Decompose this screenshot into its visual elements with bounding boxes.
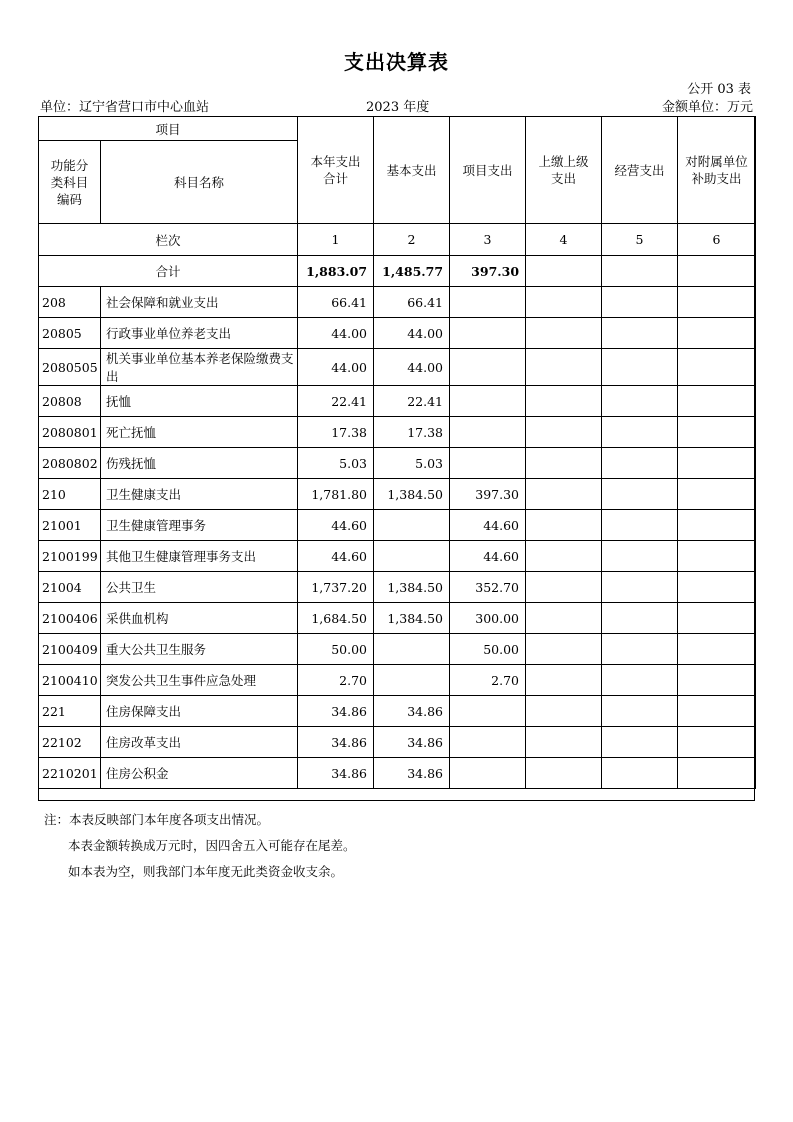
meta-bar	[40, 96, 753, 114]
row-upper	[526, 758, 602, 789]
row-upper	[526, 386, 602, 417]
row-code: 2100199	[39, 541, 101, 572]
row-project: 50.00	[450, 634, 526, 665]
row-project: 44.60	[450, 510, 526, 541]
row-upper	[526, 479, 602, 510]
row-name: 住房公积金	[101, 758, 298, 789]
row-upper	[526, 349, 602, 386]
row-basic: 17.38	[374, 417, 450, 448]
row-project	[450, 758, 526, 789]
header-business: 经营支出	[602, 117, 678, 224]
table-row	[39, 479, 756, 510]
total-label: 合计	[39, 256, 298, 287]
row-code: 20808	[39, 386, 101, 417]
row-business	[602, 696, 678, 727]
row-subsidy	[678, 603, 756, 634]
row-business	[602, 386, 678, 417]
row-upper	[526, 603, 602, 634]
page-title: 支出决算表	[344, 50, 449, 74]
index-col: 4	[526, 224, 602, 256]
row-project	[450, 349, 526, 386]
row-project	[450, 727, 526, 758]
row-subsidy	[678, 510, 756, 541]
row-upper	[526, 541, 602, 572]
table-row	[39, 417, 756, 448]
row-code: 21001	[39, 510, 101, 541]
empty-cell	[602, 256, 678, 287]
row-basic: 1,384.50	[374, 572, 450, 603]
row-upper	[526, 287, 602, 318]
row-basic: 44.00	[374, 318, 450, 349]
row-project	[450, 287, 526, 318]
row-basic: 34.86	[374, 696, 450, 727]
row-business	[602, 727, 678, 758]
row-business	[602, 603, 678, 634]
table-row	[39, 727, 756, 758]
note-line: 如本表为空，则我部门本年度无此类资金收支余。	[68, 864, 344, 879]
index-label: 栏次	[39, 224, 298, 256]
row-name: 公共卫生	[101, 572, 298, 603]
table-row	[39, 541, 756, 572]
row-project: 2.70	[450, 665, 526, 696]
row-business	[602, 287, 678, 318]
row-project: 397.30	[450, 479, 526, 510]
table-row	[39, 386, 756, 417]
unit-label: 单位：辽宁省营口市中心血站	[40, 100, 210, 115]
year-label: 2023 年度	[366, 100, 430, 115]
row-upper	[526, 417, 602, 448]
total-project: 397.30	[450, 256, 526, 287]
table-row	[39, 318, 756, 349]
row-total: 1,684.50	[298, 603, 374, 634]
row-subsidy	[678, 448, 756, 479]
row-total: 66.41	[298, 287, 374, 318]
row-business	[602, 665, 678, 696]
row-business	[602, 572, 678, 603]
row-upper	[526, 572, 602, 603]
row-basic	[374, 665, 450, 696]
row-code: 2100409	[39, 634, 101, 665]
row-project	[450, 386, 526, 417]
table-row	[39, 510, 756, 541]
header-name: 科目名称	[101, 141, 298, 224]
row-total: 34.86	[298, 758, 374, 789]
row-business	[602, 417, 678, 448]
row-basic	[374, 510, 450, 541]
row-subsidy	[678, 386, 756, 417]
index-col: 2	[374, 224, 450, 256]
index-col: 5	[602, 224, 678, 256]
row-subsidy	[678, 634, 756, 665]
row-code: 20805	[39, 318, 101, 349]
row-total: 44.00	[298, 318, 374, 349]
row-code: 22102	[39, 727, 101, 758]
row-name: 采供血机构	[101, 603, 298, 634]
row-code: 2080802	[39, 448, 101, 479]
note-line: 本表金额转换成万元时，因四舍五入可能存在尾差。	[68, 838, 356, 853]
row-business	[602, 479, 678, 510]
table-row	[39, 634, 756, 665]
row-subsidy	[678, 287, 756, 318]
table-row	[39, 603, 756, 634]
row-basic: 1,384.50	[374, 603, 450, 634]
row-business	[602, 510, 678, 541]
row-subsidy	[678, 727, 756, 758]
table-row	[39, 758, 756, 789]
table-row	[39, 696, 756, 727]
row-name: 卫生健康管理事务	[101, 510, 298, 541]
row-business	[602, 448, 678, 479]
empty-cell	[526, 256, 602, 287]
row-code: 2080505	[39, 349, 101, 386]
row-code: 21004	[39, 572, 101, 603]
row-upper	[526, 318, 602, 349]
row-basic: 5.03	[374, 448, 450, 479]
note-line: 注：本表反映部门本年度各项支出情况。	[44, 812, 270, 827]
row-subsidy	[678, 541, 756, 572]
table-row	[39, 349, 756, 386]
row-business	[602, 349, 678, 386]
money-unit-label: 金额单位：万元	[661, 100, 753, 115]
form-number: 公开 03 表	[687, 82, 751, 97]
row-project	[450, 318, 526, 349]
row-total: 17.38	[298, 417, 374, 448]
row-total: 1,781.80	[298, 479, 374, 510]
row-project	[450, 448, 526, 479]
row-name: 住房保障支出	[101, 696, 298, 727]
empty-cell	[678, 256, 756, 287]
table-row	[39, 448, 756, 479]
table-body	[39, 287, 756, 789]
index-col: 3	[450, 224, 526, 256]
row-total: 44.60	[298, 510, 374, 541]
row-total: 22.41	[298, 386, 374, 417]
row-total: 50.00	[298, 634, 374, 665]
row-name: 死亡抚恤	[101, 417, 298, 448]
index-col: 1	[298, 224, 374, 256]
notes	[44, 807, 356, 885]
row-total: 44.00	[298, 349, 374, 386]
row-business	[602, 541, 678, 572]
row-total: 34.86	[298, 727, 374, 758]
row-code: 2210201	[39, 758, 101, 789]
row-name: 行政事业单位养老支出	[101, 318, 298, 349]
header-code: 功能分类科目编码	[39, 141, 101, 224]
row-subsidy	[678, 318, 756, 349]
row-basic: 1,384.50	[374, 479, 450, 510]
row-total: 5.03	[298, 448, 374, 479]
total-basic: 1,485.77	[374, 256, 450, 287]
row-business	[602, 318, 678, 349]
row-subsidy	[678, 665, 756, 696]
row-subsidy	[678, 417, 756, 448]
row-subsidy	[678, 696, 756, 727]
row-basic	[374, 541, 450, 572]
row-code: 2080801	[39, 417, 101, 448]
row-subsidy	[678, 572, 756, 603]
header-project: 项目支出	[450, 117, 526, 224]
total-sum: 1,883.07	[298, 256, 374, 287]
table-row	[39, 665, 756, 696]
row-subsidy	[678, 758, 756, 789]
row-name: 抚恤	[101, 386, 298, 417]
row-code: 208	[39, 287, 101, 318]
row-basic: 34.86	[374, 727, 450, 758]
row-upper	[526, 727, 602, 758]
header-basic: 基本支出	[374, 117, 450, 224]
row-upper	[526, 510, 602, 541]
row-upper	[526, 634, 602, 665]
row-upper	[526, 696, 602, 727]
row-basic	[374, 634, 450, 665]
row-code: 221	[39, 696, 101, 727]
row-name: 住房改革支出	[101, 727, 298, 758]
row-code: 210	[39, 479, 101, 510]
row-code: 2100410	[39, 665, 101, 696]
row-subsidy	[678, 479, 756, 510]
header-total: 本年支出合计	[298, 117, 374, 224]
table-row	[39, 572, 756, 603]
row-code: 2100406	[39, 603, 101, 634]
row-basic: 66.41	[374, 287, 450, 318]
row-basic: 34.86	[374, 758, 450, 789]
row-name: 其他卫生健康管理事务支出	[101, 541, 298, 572]
row-total: 44.60	[298, 541, 374, 572]
row-subsidy	[678, 349, 756, 386]
row-basic: 44.00	[374, 349, 450, 386]
row-total: 1,737.20	[298, 572, 374, 603]
header-subsidy: 对附属单位补助支出	[678, 117, 756, 224]
row-basic: 22.41	[374, 386, 450, 417]
row-total: 34.86	[298, 696, 374, 727]
row-name: 突发公共卫生事件应急处理	[101, 665, 298, 696]
row-name: 机关事业单位基本养老保险缴费支出	[101, 349, 298, 386]
row-project	[450, 696, 526, 727]
row-upper	[526, 448, 602, 479]
header-upper: 上缴上级支出	[526, 117, 602, 224]
row-name: 伤残抚恤	[101, 448, 298, 479]
row-project: 300.00	[450, 603, 526, 634]
table-row	[39, 287, 756, 318]
row-business	[602, 758, 678, 789]
expenditure-table	[38, 116, 756, 789]
row-project: 352.70	[450, 572, 526, 603]
row-name: 重大公共卫生服务	[101, 634, 298, 665]
header-item: 项目	[39, 117, 298, 141]
row-name: 社会保障和就业支出	[101, 287, 298, 318]
row-project: 44.60	[450, 541, 526, 572]
index-col: 6	[678, 224, 756, 256]
row-upper	[526, 665, 602, 696]
row-business	[602, 634, 678, 665]
row-name: 卫生健康支出	[101, 479, 298, 510]
row-project	[450, 417, 526, 448]
row-total: 2.70	[298, 665, 374, 696]
